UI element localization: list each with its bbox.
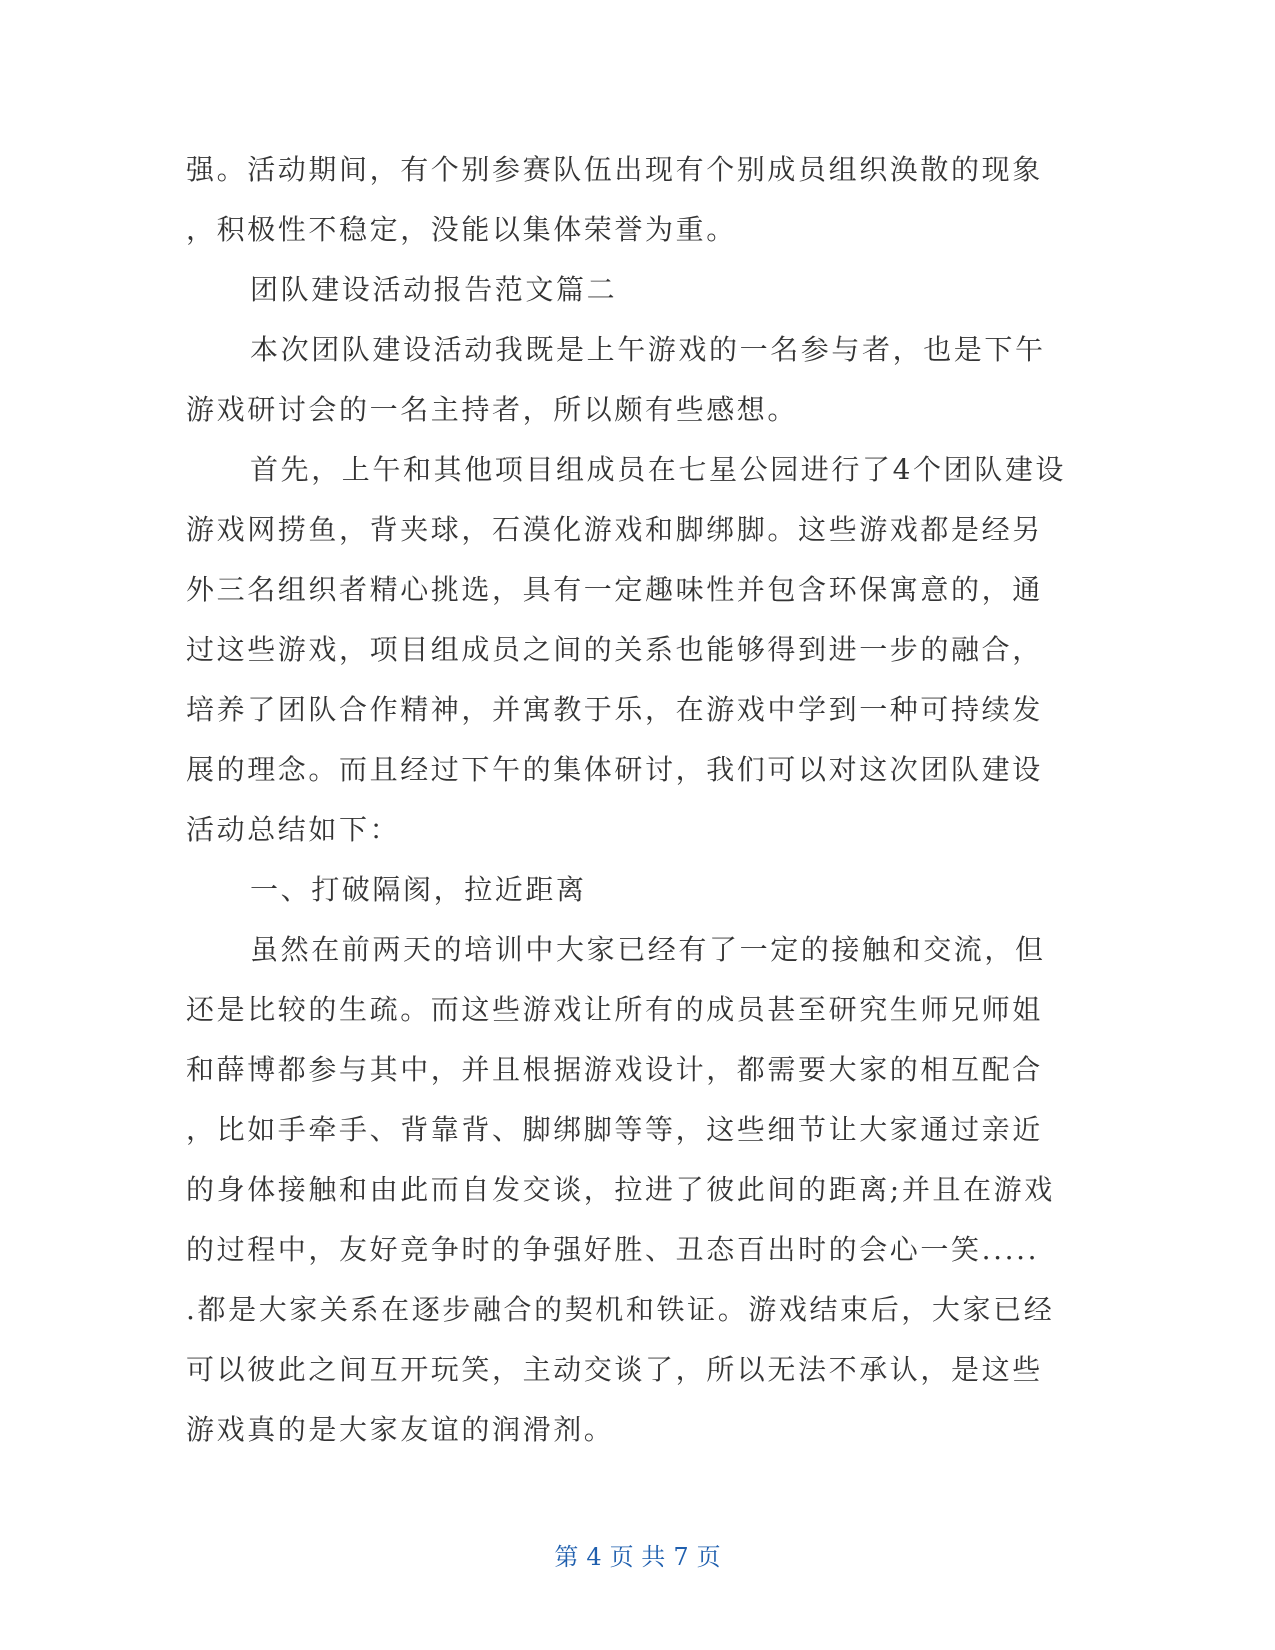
text-line: 可以彼此之间互开玩笑，主动交谈了，所以无法不承认，是这些	[186, 1353, 1043, 1386]
text-line: 首先，上午和其他项目组成员在七星公园进行了4个团队建设	[250, 453, 1067, 486]
total-page-count: 7	[673, 1543, 689, 1571]
document-body	[186, 140, 1066, 1460]
text-line: .都是大家关系在逐步融合的契机和铁证。游戏结束后，大家已经	[186, 1293, 1055, 1326]
current-page-number: 4	[586, 1543, 602, 1571]
text-line: 游戏网捞鱼，背夹球，石漠化游戏和脚绑脚。这些游戏都是经另	[186, 513, 1043, 546]
text-line: 的过程中，友好竞争时的争强好胜、丑态百出时的会心一笑.....	[186, 1233, 1040, 1266]
text-line: 和薛博都参与其中，并且根据游戏设计，都需要大家的相互配合	[186, 1053, 1043, 1086]
text-line: ，比如手牵手、背靠背、脚绑脚等等，这些细节让大家通过亲近	[186, 1113, 1043, 1146]
text-line: 外三名组织者精心挑选，具有一定趣味性并包含环保寓意的，通	[186, 573, 1043, 606]
text-line: 展的理念。而且经过下午的集体研讨，我们可以对这次团队建设	[186, 753, 1043, 786]
text-line: 强。活动期间，有个别参赛队伍出现有个别成员组织涣散的现象	[186, 153, 1043, 186]
text-line: 活动总结如下：	[186, 813, 401, 846]
text-line: 游戏研讨会的一名主持者，所以颇有些感想。	[186, 393, 799, 426]
text-line: 虽然在前两天的培训中大家已经有了一定的接触和交流，但	[250, 933, 1046, 966]
text-line: 培养了团队合作精神，并寓教于乐，在游戏中学到一种可持续发	[186, 693, 1043, 726]
text-line: 游戏真的是大家友谊的润滑剂。	[186, 1413, 615, 1446]
text-line: 的身体接触和由此而自发交谈，拉进了彼此间的距离;并且在游戏	[186, 1173, 1055, 1206]
text-line: 过这些游戏，项目组成员之间的关系也能够得到进一步的融合，	[186, 633, 1043, 666]
page-footer	[0, 1537, 1275, 1572]
text-line: 一、打破隔阂，拉近距离	[250, 873, 587, 906]
page-number-prefix: 第	[554, 1543, 579, 1571]
text-line: ，积极性不稳定，没能以集体荣誉为重。	[186, 213, 737, 246]
page-number-middle: 页 共	[609, 1543, 666, 1571]
text-line: 本次团队建设活动我既是上午游戏的一名参与者，也是下午	[250, 333, 1046, 366]
text-line: 团队建设活动报告范文篇二	[250, 273, 618, 306]
page-number-suffix: 页	[696, 1543, 721, 1571]
text-line: 还是比较的生疏。而这些游戏让所有的成员甚至研究生师兄师姐	[186, 993, 1043, 1026]
